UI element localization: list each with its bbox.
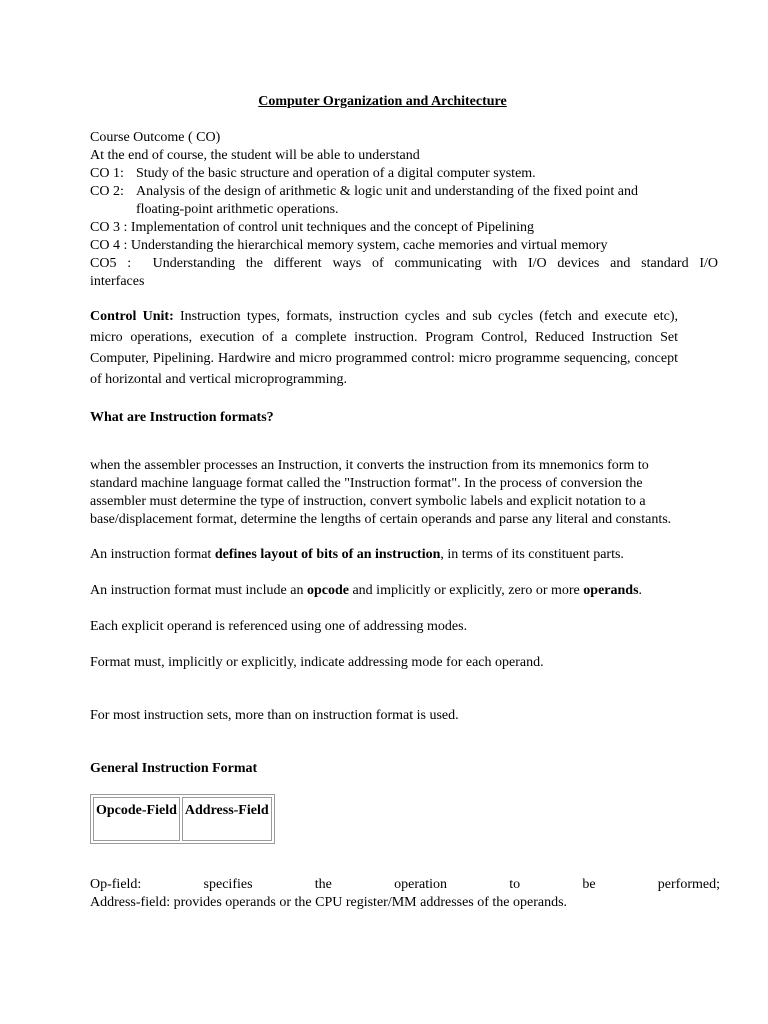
co-item xyxy=(90,165,718,183)
paragraph-line: assembler must determine the type of instruction, convert symbolic labels and explicit notation to a xyxy=(90,494,646,509)
text-run: An instruction format xyxy=(90,547,215,562)
address-field-description: Address-field: provides operands or the CPU register/MM addresses of the operands. xyxy=(90,895,568,910)
co-text: Understanding the different ways of communicating with I/O devices and standard I/O xyxy=(152,256,718,271)
paragraph-line: when the assembler processes an Instruction, it converts the instruction from its mnemonics form to xyxy=(90,458,649,473)
text-run: . xyxy=(638,583,643,598)
co-text: Study of the basic structure and operation of a digital computer system. xyxy=(136,166,536,181)
op-field-description: Op-field: specifies the operation to be performed; xyxy=(90,877,720,892)
co-label: CO 4 : xyxy=(90,238,128,253)
co-label: CO 1: xyxy=(90,166,124,181)
co-text: Understanding the hierarchical memory system, cache memories and virtual memory xyxy=(130,238,608,253)
co-label: CO 3 : xyxy=(90,220,128,235)
text-run: , in terms of its constituent parts. xyxy=(440,547,624,562)
co-item xyxy=(90,219,718,237)
co-text-continuation: floating-point arithmetic operations. xyxy=(136,202,339,217)
control-unit-label: Control Unit: xyxy=(90,309,174,324)
opcode-field-cell: Opcode-Field xyxy=(93,797,180,841)
opcode-paragraph xyxy=(90,582,718,600)
instruction-format-table xyxy=(90,794,275,844)
co-text: Implementation of control unit techniques and the concept of Pipelining xyxy=(130,220,535,235)
co-label: CO 2: xyxy=(90,184,124,199)
co-item xyxy=(90,255,718,273)
text-run: An instruction format must include an xyxy=(90,583,307,598)
layout-paragraph xyxy=(90,546,718,564)
co-text: Analysis of the design of arithmetic & logic unit and understanding of the fixed point and xyxy=(136,184,638,199)
instruction-sets-paragraph: For most instruction sets, more than on instruction format is used. xyxy=(90,708,459,723)
course-outcome-intro: At the end of course, the student will be able to understand xyxy=(90,148,420,163)
control-unit-text: Instruction types, formats, instruction cycles and sub cycles (fetch and execute etc), micro operations, execution of a complete instruction. Program Control, Reduced Instruction Set Computer, Pipelining. Hardwire and micro programmed control: micro programme sequencing, concept of horizontal and vertical microprogramming. xyxy=(90,309,679,387)
paragraph-line: base/displacement format, determine the lengths of certain operands and parse any literal and constants. xyxy=(90,512,672,527)
paragraph-line: standard machine language format called the "Instruction format". In the process of conversion the xyxy=(90,476,643,491)
text-run: and implicitly or explicitly, zero or more xyxy=(348,583,584,598)
co-label: CO5 : xyxy=(90,256,132,271)
explicit-operand-paragraph: Each explicit operand is referenced using one of addressing modes. xyxy=(90,619,468,634)
bold-run: defines layout of bits of an instruction xyxy=(214,547,441,562)
general-format-heading: General Instruction Format xyxy=(90,761,258,776)
course-outcome-heading: Course Outcome ( CO) xyxy=(90,130,221,145)
addressing-mode-paragraph: Format must, implicitly or explicitly, indicate addressing mode for each operand. xyxy=(90,655,544,670)
instruction-formats-heading: What are Instruction formats? xyxy=(90,410,274,425)
document-title: Computer Organization and Architecture xyxy=(258,94,507,109)
course-outcome-section xyxy=(90,129,718,291)
bold-run: opcode xyxy=(306,583,349,598)
address-field-cell: Address-Field xyxy=(182,797,272,841)
field-descriptions xyxy=(90,876,720,912)
co-item xyxy=(90,183,718,201)
co-text-continuation: interfaces xyxy=(90,274,145,289)
bold-run: operands xyxy=(583,583,639,598)
co-item xyxy=(90,237,718,255)
table-row xyxy=(93,797,272,841)
assembler-paragraph xyxy=(90,457,718,529)
control-unit-paragraph xyxy=(90,306,678,390)
